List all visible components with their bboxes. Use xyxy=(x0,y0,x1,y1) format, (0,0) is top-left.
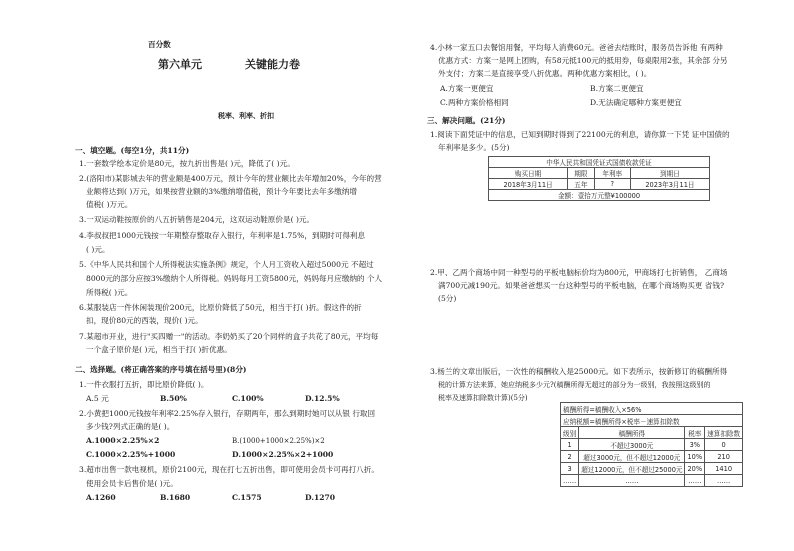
option-b: B.1680 xyxy=(160,493,191,502)
tax-cell: …… xyxy=(579,475,685,487)
tax-cell: 超过3000元，但不超过12000元 xyxy=(579,451,685,463)
section3-heading: 三、解决问题。(21分) xyxy=(427,116,506,125)
bond-cell: 2023年3月11日 xyxy=(630,179,709,190)
bond-table xyxy=(488,156,710,201)
tax-header: 稿酬所得 xyxy=(579,427,685,439)
unit-title: 第六单元 xyxy=(158,58,202,71)
s1-line: 4.李叔叔把1000元钱按一年期整存整取存入银行，年利率是1.75%，到期时可得利息 xyxy=(79,231,366,240)
bond-amount: 金额：壹拾万元整¥100000 xyxy=(489,190,710,201)
p2-line: 2.甲、乙两个商场中同一种型号的平板电脑标价均为800元，甲商场打七折销售， 乙商场 xyxy=(430,268,728,277)
tax-cell: 1 xyxy=(561,439,579,451)
s1-line: 一个盒子原价是( )元，相当于打( )折优惠。 xyxy=(86,345,232,354)
option-c: C.两种方案价格相同 xyxy=(440,98,509,107)
tax-cell: 210 xyxy=(705,451,743,463)
bond-title: 中华人民共和国凭证式国债收款凭证 xyxy=(489,157,710,168)
tax-header: 税率 xyxy=(685,427,705,439)
option-d: D.12.5% xyxy=(305,394,340,403)
section1-heading: 一、填空题。(每空1分，共11分) xyxy=(75,146,190,155)
option-a: A.5 元 xyxy=(86,394,109,403)
s2-q3: 3.超市出售一款电视机，原价2100元，现在打七五折出售，即可使用会员卡可再打八折。 xyxy=(79,465,379,474)
s1-line: 6.某服装店一件休闲装现价200元，比原价降低了50元，相当于打( )折。假这件的折 xyxy=(79,303,362,312)
tax-cell: 超过12000元，但不超过25000元 xyxy=(579,463,685,475)
option-c: C.1000×2.25%+1000 xyxy=(86,450,176,459)
tax-cell: 10% xyxy=(685,451,705,463)
s1-line: 业额将达到( )万元，如果按营业额的3%缴纳增值税，预计今年要比去年多缴纳增 xyxy=(86,187,357,196)
p3-line: 3.杨兰的文章出版后，一次性的稿酬收入是25000元。如下表所示，按新修订的稿酬所得 xyxy=(430,367,728,376)
bond-header: 购买日期 xyxy=(489,168,568,179)
tax-cell: 3% xyxy=(685,439,705,451)
subtitle: 税率、利率、折扣 xyxy=(218,111,274,120)
section2-heading: 二、选择题。(将正确答案的序号填在括号里)(8分) xyxy=(75,365,247,374)
s1-line: 值税( )万元。 xyxy=(86,200,133,209)
s2-q2: 2.小黄把1000元钱按年利率2.25%存入银行，存期两年，那么到期时她可以从银 行取回 xyxy=(79,409,376,418)
tax-formula: 应纳税额=稿酬所得×税率－速算扣除数 xyxy=(561,415,743,427)
s1-line: 7.某超市开业，进行"买四赠一"的活动。李奶奶买了20个同样的盒子共花了80元，平均每 xyxy=(79,332,379,341)
q4-line: 4.小林一家五口去餐馆用餐，平均每人消费60元。爸爸去结账时，服务员告诉他 有两种 xyxy=(430,43,723,52)
bond-header: 到期日 xyxy=(630,168,709,179)
tax-cell: 不超过3000元 xyxy=(579,439,685,451)
tax-cell: …… xyxy=(561,475,579,487)
option-a: A.1260 xyxy=(86,493,116,502)
option-c: C.100% xyxy=(232,394,264,403)
option-c: C.1575 xyxy=(232,493,262,502)
s1-line: 8000元的部分应按3%缴纳个人所得税。妈妈每月工资5800元，妈妈每月应缴纳的 个人 xyxy=(86,274,383,283)
s2-q1: 1.一件衣服打五折，即比原价降低( )。 xyxy=(79,380,209,389)
tax-cell: 1410 xyxy=(705,463,743,475)
tax-header: 速算扣除数 xyxy=(705,427,743,439)
s1-line: 3.一双运动鞋按原价的八五折销售是204元，这双运动鞋原价是( )元。 xyxy=(79,215,315,224)
option-a: A.1000×2.25%×2 xyxy=(86,436,160,445)
s1-line: ( )元。 xyxy=(86,245,110,254)
option-a: A.方案一更便宜 xyxy=(440,84,494,93)
tax-formula: 稿酬所得=稿酬收入×56% xyxy=(561,403,743,415)
brand-label: 百分数 xyxy=(148,40,171,49)
tax-cell: …… xyxy=(685,475,705,487)
tax-header: 级别 xyxy=(561,427,579,439)
exam-title: 关键能力卷 xyxy=(245,58,300,71)
p1-line: 年利率是多少。(5分) xyxy=(438,143,510,152)
s2-q2: 多少钱?列式正确的是( )。 xyxy=(86,422,175,431)
tax-cell: 2 xyxy=(561,451,579,463)
p3-line: 税的计算方法来算，她应纳税多少元?(稿酬所得无超过的部分为一级别，我按照这级别的 xyxy=(438,381,711,389)
q4-line: 优惠方式：方案一是网上团购，有58元抵100元的抵用券，每桌限用2张，其余部 分另 xyxy=(438,56,728,65)
tax-table xyxy=(560,402,743,487)
tax-cell: 3 xyxy=(561,463,579,475)
bond-cell: 2018年3月11日 xyxy=(489,179,568,190)
tax-cell: 20% xyxy=(685,463,705,475)
s1-line: 5.《中华人民共和国个人所得税法实施条例》规定，个人月工资收入超过5000元 不超过 xyxy=(79,260,374,269)
bond-cell: 五年 xyxy=(568,179,595,190)
option-d: D.1270 xyxy=(305,493,336,502)
p2-line: 满700元减190元。如果爸爸想买一台这种型号的平板电脑，在哪个商场购买更 省钱? xyxy=(438,281,725,290)
tax-cell: …… xyxy=(705,475,743,487)
bond-header: 年利率 xyxy=(594,168,630,179)
p2-line: (5分) xyxy=(438,294,457,303)
s1-line: 1.一套数学绘本定价是80元，按九折出售是( )元，降低了( )元。 xyxy=(79,159,295,168)
p1-line: 1.阅读下面凭证中的信息，已知到期时得到了22100元的利息，请你算一下凭 证中国债的 xyxy=(430,130,730,139)
option-d: D.1000×2.25%×2+1000 xyxy=(232,450,334,459)
s1-line: 2.(洛阳市)某影城去年的营业额是400万元，预计今年的营业额比去年增加20%，今年的营 xyxy=(79,174,382,183)
p3-line: 税率及速算扣除数计算)(5分) xyxy=(438,394,528,402)
option-b: B.50% xyxy=(160,394,187,403)
option-b: B.方案二更便宜 xyxy=(590,84,644,93)
option-d: D.无法确定哪种方案更便宜 xyxy=(590,98,682,107)
bond-header: 期限 xyxy=(568,168,595,179)
q4-line: 外支付；方案二是直接享受八折优惠。两种优惠方案相比，( )。 xyxy=(438,69,652,78)
s1-line: 扣，现价80元的西装，现价( )元。 xyxy=(86,316,203,325)
s1-line: 所得税( )元。 xyxy=(86,288,133,297)
bond-cell: ? xyxy=(594,179,630,190)
option-b: B.(1000+1000×2.25%)×2 xyxy=(232,437,325,445)
tax-cell: 0 xyxy=(705,439,743,451)
s2-q3: 使用会员卡后售价是( )元。 xyxy=(86,479,178,488)
